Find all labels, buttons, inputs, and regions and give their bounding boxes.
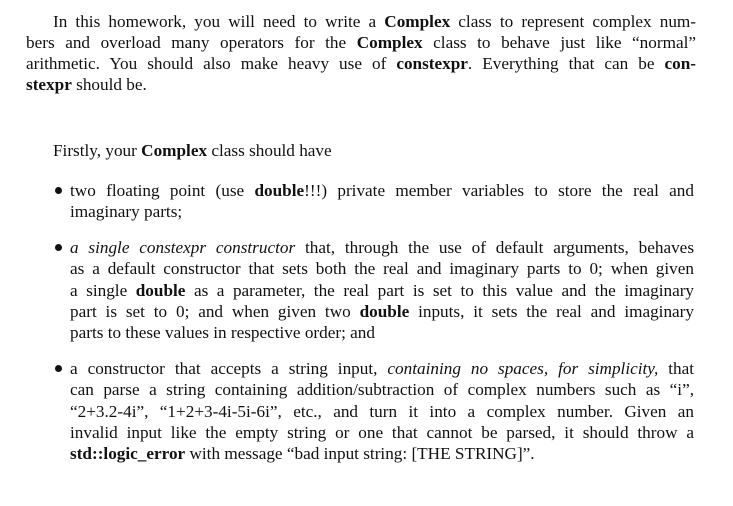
- item-line: [70, 301, 694, 322]
- text: a constructor that accepts a string input,: [70, 359, 388, 378]
- keyword-bold: double: [359, 301, 410, 321]
- item-line: [70, 237, 694, 258]
- item-line: [70, 401, 694, 422]
- text: bers and overload many operators for the: [26, 33, 357, 52]
- intro-line-1: [26, 11, 696, 32]
- intro-paragraph: [26, 11, 696, 95]
- text: invalid input like the empty string or one that cannot be parsed, it should throw a: [70, 422, 694, 442]
- code-bold: std::logic_error: [70, 444, 186, 464]
- text: a single: [70, 280, 136, 300]
- text: two floating point (use: [70, 181, 255, 200]
- item-line: [70, 201, 694, 222]
- text: class should have: [207, 141, 332, 160]
- text: arithmetic. You should also make heavy use of: [26, 54, 397, 73]
- bullet-icon: [55, 244, 62, 251]
- bullet-icon: [55, 187, 62, 194]
- item-line: [70, 443, 694, 464]
- emphasis-italic: containing no spaces, for simplicity,: [387, 359, 659, 378]
- text: parts to these values in respective order; and: [70, 323, 375, 343]
- list-item: [70, 180, 694, 223]
- text: that: [658, 359, 694, 378]
- item-line: [70, 322, 694, 343]
- keyword-bold: double: [135, 280, 186, 300]
- emphasis-italic: a single constexpr constructor: [70, 238, 296, 257]
- item-line: [70, 379, 694, 400]
- keyword-bold: con-: [664, 54, 696, 73]
- item-line: [70, 422, 694, 443]
- text: as a default constructor that sets both the real and imaginary parts to 0; when given: [70, 259, 694, 279]
- text: as a parameter, the real part is set to this value and the imaginary: [185, 280, 695, 300]
- item-line: [70, 280, 694, 301]
- text: !!!) private member variables to store the real and: [304, 181, 694, 200]
- intro-line-3: [26, 53, 696, 74]
- text: with message “bad input string: [THE STRING]”.: [185, 444, 535, 464]
- text: can parse a string containing addition/subtraction of complex numbers such as “i”,: [70, 380, 694, 400]
- item-line: [70, 358, 694, 379]
- text: “2+3.2-4i”, “1+2+3-4i-5i-6i”, etc., and turn it into a complex number. Given an: [70, 401, 694, 421]
- text: inputs, it sets the real and imaginary: [409, 301, 695, 321]
- item-line: [70, 180, 694, 201]
- class-name-bold: Complex: [384, 12, 451, 31]
- list-item: [70, 358, 694, 464]
- text: should be.: [71, 75, 147, 94]
- text: Firstly, your: [53, 141, 142, 160]
- item-line: [70, 258, 694, 279]
- text: that, through the use of default arguments, behaves: [295, 238, 695, 257]
- list-item: [70, 237, 694, 343]
- class-name-bold: Complex: [356, 33, 423, 52]
- text: In this homework, you will need to write a: [53, 12, 385, 31]
- text: part is set to 0; and when given two: [70, 301, 360, 321]
- keyword-bold: constexpr: [396, 54, 468, 73]
- text: imaginary parts;: [70, 202, 183, 222]
- text: class to behave just like “normal”: [422, 33, 696, 52]
- intro-line-4: [26, 74, 696, 95]
- class-name-bold: Complex: [141, 141, 208, 160]
- intro-line-2: [26, 32, 696, 53]
- bullet-icon: [55, 365, 62, 372]
- firstly-paragraph: [53, 140, 693, 161]
- keyword-bold: stexpr: [26, 75, 72, 94]
- keyword-bold: double: [254, 181, 305, 200]
- text: . Everything that can be: [467, 54, 665, 73]
- text: class to represent complex num-: [450, 12, 696, 31]
